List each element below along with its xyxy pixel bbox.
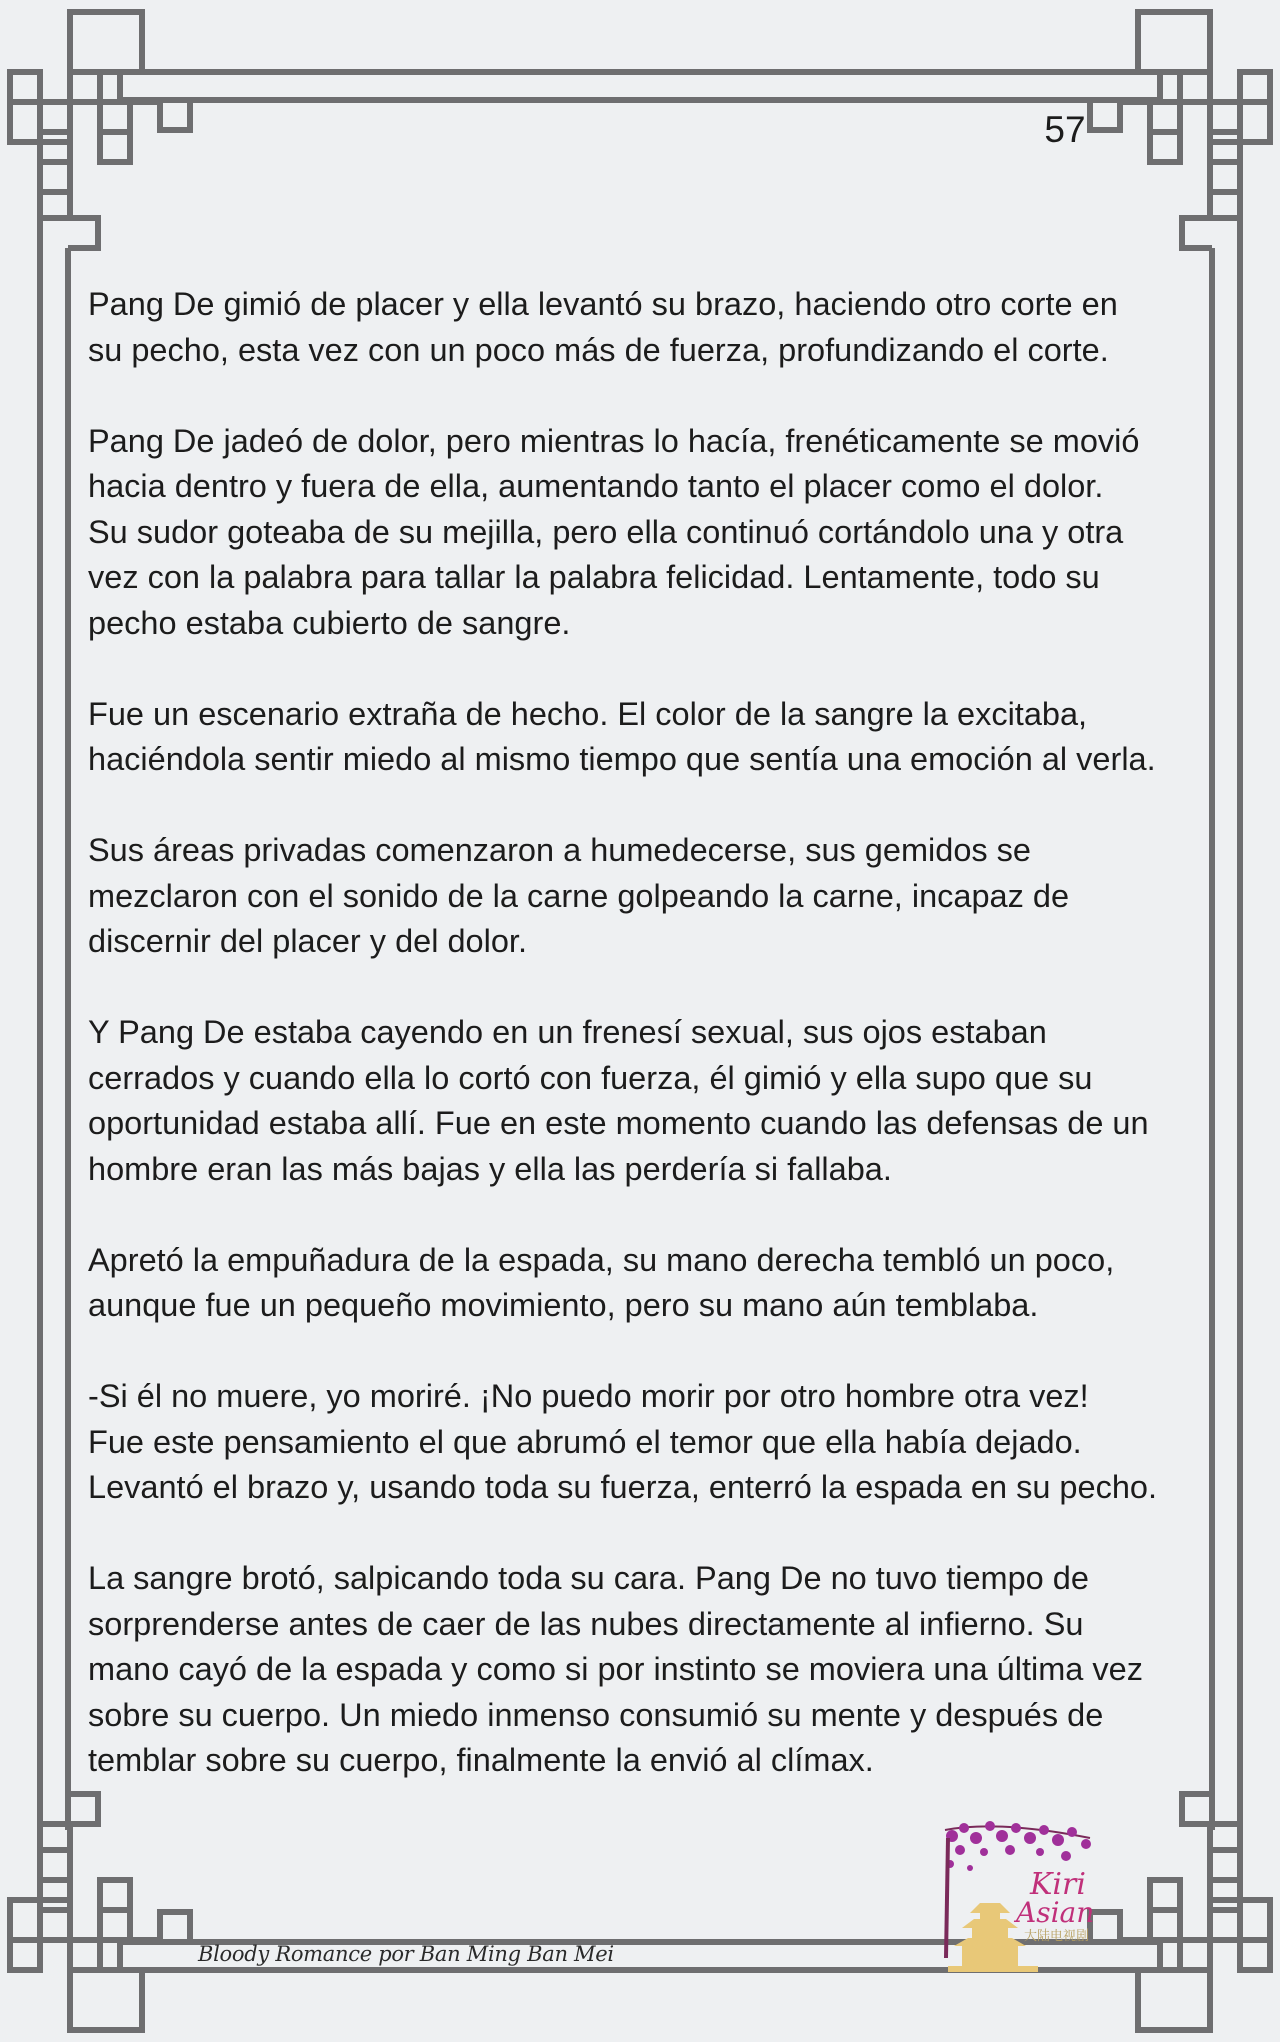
paragraph: Y Pang De estaba cayendo en un frenesí sexual, sus ojos estaban cerrados y cuando ella lo cortó con fuerza, él gimió y ella supo que su oportunidad estaba allí. Fue en este momento cuando las defensas de un hombre eran las más bajas y ella las perdería si fallaba. (88, 1014, 1149, 1187)
paragraph: Fue un escenario extraña de hecho. El color de la sangre la excitaba, haciéndola sentir miedo al mismo tiempo que sentía una emoción al verla. (88, 695, 1156, 777)
logo-text-asian: Asian (1016, 1896, 1095, 1929)
paragraph: Apretó la empuñadura de la espada, su mano derecha tembló un poco, aunque fue un pequeño movimiento, pero su mano aún temblaba. (88, 1241, 1115, 1323)
footer-book-title: Bloody Romance por Ban Ming Ban Mei (198, 1942, 614, 1966)
logo-subtitle: 大陆电视剧 (1024, 1929, 1090, 1944)
paragraph: -Si él no muere, yo moriré. ¡No puedo morir por otro hombre otra vez! Fue este pensamiento el que abrumó el temor que ella había dejado. Levantó el brazo y, usando toda su fuerza, enterró la espada en su pecho. (88, 1378, 1158, 1505)
corner-ornament-top-right (1090, 12, 1270, 248)
corner-ornament-bottom-right (1090, 1794, 1270, 2030)
paragraph: La sangre brotó, salpicando toda su cara. Pang De no tuvo tiempo de sorprenderse antes de caer de las nubes directamente al infierno. Su mano cayó de la espada y como si por instinto se moviera una última vez sobre su cuerpo. Un miedo inmenso consumió su mente y después de temblar sobre su cuerpo, finalmente la envió al clímax. (88, 1560, 1143, 1778)
corner-ornament-top-left (10, 12, 190, 248)
paragraph: Pang De gimió de placer y ella levantó su brazo, haciendo otro corte en su pecho, esta vez con un poco más de fuerza, profundizando el corte. (88, 286, 1118, 368)
page-number: 57 (1044, 109, 1086, 150)
body-text (88, 282, 1228, 1829)
logo-text-kiri: Kiri (1030, 1867, 1086, 1902)
corner-ornament-bottom-left (10, 1794, 190, 2030)
paragraph: Pang De jadeó de dolor, pero mientras lo hacía, frenéticamente se movió hacia dentro y fuera de ella, aumentando tanto el placer como el dolor. Su sudor goteaba de su mejilla, pero ella continuó cortándolo una y otra vez con la palabra para tallar la palabra felicidad. Lentamente, todo su pecho estaba cubierto de sangre. (88, 422, 1140, 641)
cherry-blossom-icon (945, 1821, 1091, 1871)
paragraph: Sus áreas privadas comenzaron a humedecerse, sus gemidos se mezclaron con el sonido de la carne golpeando la carne, incapaz de discernir del placer y del dolor. (88, 832, 1070, 959)
kiri-asian-logo (940, 1818, 1100, 1978)
tree-trunk-icon (946, 1838, 948, 1958)
